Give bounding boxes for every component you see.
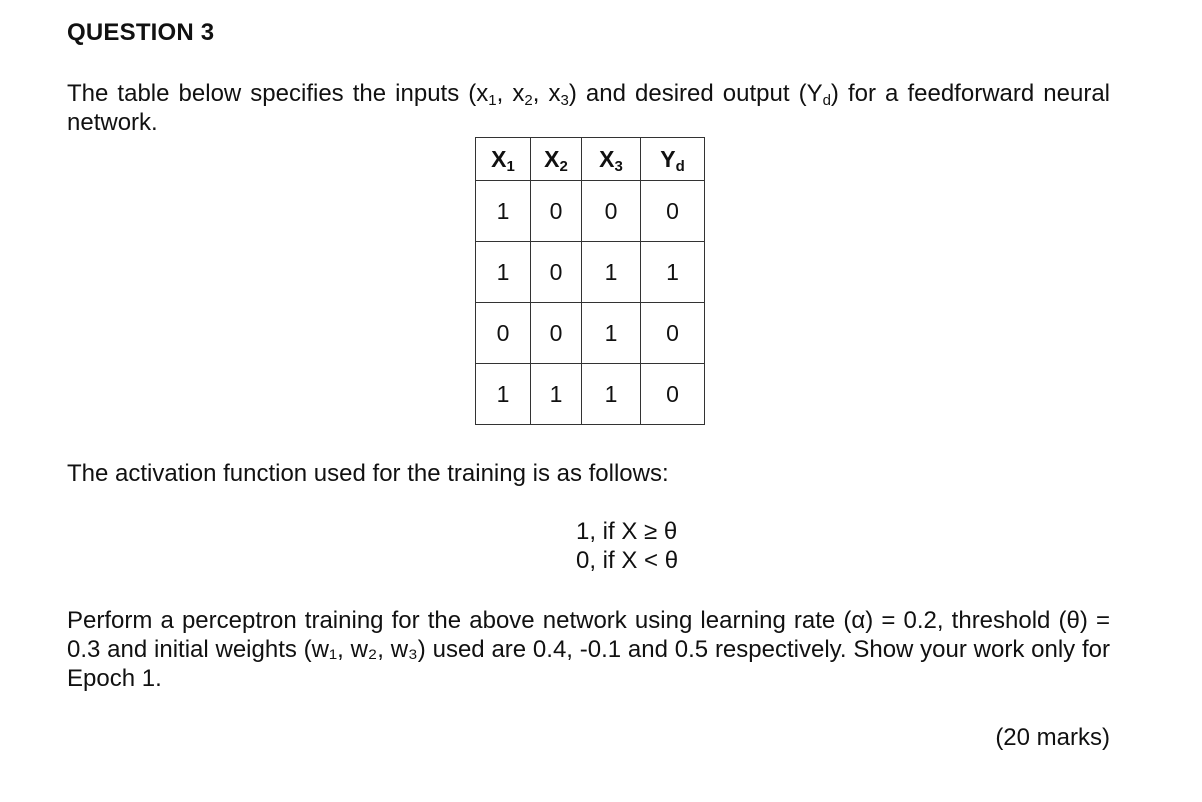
table-cell: 1 [476,242,531,303]
table-cell: 0 [582,181,641,242]
table-row [476,242,705,303]
table-cell: 1 [582,242,641,303]
activation-intro: The activation function used for the training is as follows: [67,460,669,487]
table-cell: 0 [641,303,705,364]
table-cell: 0 [531,303,582,364]
table-cell: 1 [531,364,582,425]
question-title: QUESTION 3 [67,19,215,46]
table-cell: 1 [476,364,531,425]
table-cell: 0 [641,364,705,425]
header-x2: $X_2$ [531,138,582,181]
table-cell: 1 [582,364,641,425]
table-cell: 1 [641,242,705,303]
truth-table [475,137,705,425]
table-cell: 1 [476,181,531,242]
table-header-row [476,138,705,181]
activation-case-2: 0, if X < θ [576,547,679,574]
table-cell: 0 [531,242,582,303]
activation-function [576,517,678,575]
header-x3: $X_3$ [582,138,641,181]
table-cell: 1 [582,303,641,364]
question-intro: The table below specifies the inputs ($x_1$, $x_2$, $x_3$) and desired output $(Y_d)$ for a feedforward neural network. [67,80,1110,136]
header-yd: $Y_d$ [641,138,705,181]
task-text: Perform a perceptron training for the above network using learning rate (α) = 0.2, threshold (θ) = 0.3 and initial weights (w₁, w₂, w₃) used are 0.4, -0.1 and 0.5 respectively. Show your work only for Epoch 1. [67,607,1110,692]
table-cell: 0 [641,181,705,242]
header-x1: $X_1$ [476,138,531,181]
table-cell: 0 [531,181,582,242]
table-row [476,303,705,364]
table-row [476,181,705,242]
table-cell: 0 [476,303,531,364]
activation-case-1: 1, if X ≥ θ [576,518,678,545]
table-row [476,364,705,425]
marks-label: (20 marks) [995,724,1110,751]
